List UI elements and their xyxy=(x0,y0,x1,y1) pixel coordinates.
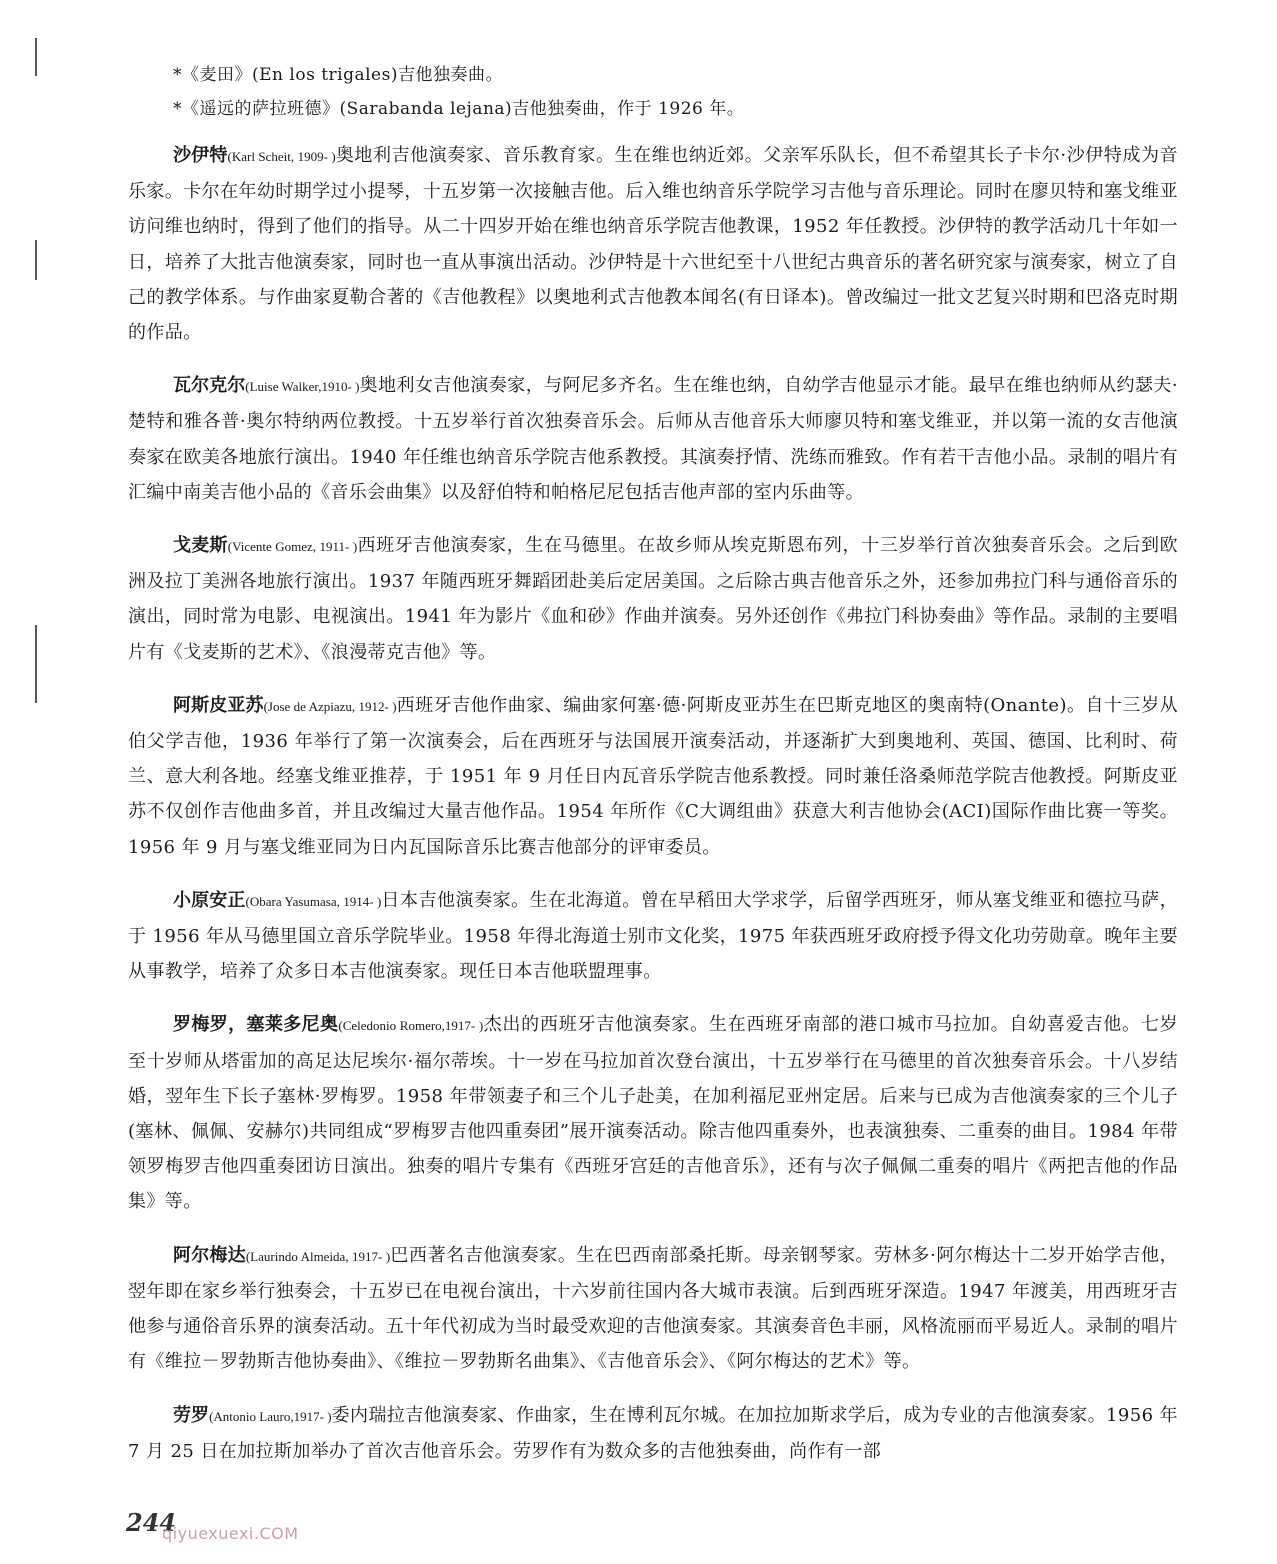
entry-name: 沙伊特 xyxy=(173,145,228,166)
biography-entry xyxy=(128,1398,1178,1469)
entry-name: 瓦尔克尔 xyxy=(173,375,246,397)
entry-life: (Celedonio Romero,1917- ) xyxy=(338,1018,484,1034)
biography-entry xyxy=(128,688,1178,865)
entry-life: (Luise Walker,1910- ) xyxy=(245,379,360,395)
work-item: *《遥远的萨拉班德》(Sarabanda lejana)吉他独奏曲，作于 1926 年。 xyxy=(173,99,745,119)
biography-entry xyxy=(128,1007,1178,1219)
entry-life: (Obara Yasumasa, 1914- ) xyxy=(245,893,382,909)
watermark-text: qiyuexuexi.COM xyxy=(162,1524,299,1543)
entry-name: 戈麦斯 xyxy=(173,535,228,557)
page-body xyxy=(128,58,1178,1487)
margin-line-low xyxy=(35,625,37,703)
biography-entry xyxy=(128,883,1178,990)
entry-name: 劳罗 xyxy=(173,1404,210,1426)
entry-text: 日本吉他演奏家。生在北海道。曾在早稻田大学求学，后留学西班牙，师从塞戈维亚和德拉马萨，于 1956 年从马德里国立音乐学院毕业。1958 年得北海道士别市文化奖，1975 年获西班牙政府授予得文化功劳勋章。晚年主要从事教学，培养了众多日本吉他演奏家。现任日本吉他联盟理事。 xyxy=(128,889,1179,983)
entry-text: 西班牙吉他作曲家、编曲家何塞·德·阿斯皮亚苏生在巴斯克地区的奥南特(Onante)。自十三岁从伯父学吉他，1936 年举行了第一次演奏会，后在西班牙与法国展开演奏活动，并逐渐扩大到奥地利、英国、德国、比利时、荷兰、意大利各地。经塞戈维亚推荐，于 1951 年 9 月任日内瓦音乐学院吉他系教授。同时兼任洛桑师范学院吉他教授。阿斯皮亚苏不仅创作吉他曲多首，并且改编过大量吉他作品。1954 年所作《C大调组曲》获意大利吉他协会(ACI)国际作曲比赛一等奖。1956 年 9 月与塞戈维亚同为日内瓦国际音乐比赛吉他部分的评审委员。 xyxy=(128,694,1178,858)
entry-text: 委内瑞拉吉他演奏家、作曲家，生在博利瓦尔城。在加拉加斯求学后，成为专业的吉他演奏家。1956 年 7 月 25 日在加拉斯加举办了首次吉他音乐会。劳罗作有为数众多的吉他独奏曲，尚作有一部 xyxy=(128,1404,1178,1462)
entry-life: (Jose de Azpiazu, 1912- ) xyxy=(263,698,397,714)
entry-name: 罗梅罗，塞莱多尼奥 xyxy=(173,1014,339,1036)
entry-name: 阿尔梅达 xyxy=(173,1244,246,1266)
entry-life: (Karl Scheit, 1909- ) xyxy=(227,149,336,164)
entry-text: 西班牙吉他演奏家，生在马德里。在故乡师从埃克斯恩布列，十三岁举行首次独奏音乐会。之后到欧洲及拉丁美洲各地旅行演出。1937 年随西班牙舞蹈团赴美后定居美国。之后除古典吉他音乐之外，还参加弗拉门科与通俗音乐的演出，同时常为电影、电视演出。1941 年为影片《血和砂》作曲并演奏。另外还创作《弗拉门科协奏曲》等作品。录制的主要唱片有《戈麦斯的艺术》、《浪漫蒂克吉他》等。 xyxy=(128,535,1178,663)
margin-line-mid xyxy=(35,240,37,280)
entry-life: (Vicente Gomez, 1911- ) xyxy=(227,539,358,555)
entry-text: 杰出的西班牙吉他演奏家。生在西班牙南部的港口城市马拉加。自幼喜爱吉他。七岁至十岁师从塔雷加的高足达尼埃尔·福尔蒂埃。十一岁在马拉加首次登台演出，十五岁举行在马德里的首次独奏音乐会。十八岁结婚，翌年生下长子塞林·罗梅罗。1958 年带领妻子和三个儿子赴美，在加利福尼亚州定居。后来与已成为吉他演奏家的三个儿子(塞林、佩佩、安赫尔)共同组成“罗梅罗吉他四重奏团”展开演奏活动。除吉他四重奏外，也表演独奏、二重奏的曲目。1984 年带领罗梅罗吉他四重奏团访日演出。独奏的唱片专集有《西班牙宫廷的吉他音乐》，还有与次子佩佩二重奏的唱片《两把吉他的作品集》等。 xyxy=(128,1014,1178,1213)
margin-line-top xyxy=(35,38,37,76)
entry-text: 奥地利吉他演奏家、音乐教育家。生在维也纳近郊。父亲军乐队长，但不希望其长子卡尔·沙伊特成为音乐家。卡尔在年幼时期学过小提琴，十五岁第一次接触吉他。后入维也纳音乐学院学习吉他与音乐理论。同时在廖贝特和塞戈维亚访问维也纳时，得到了他们的指导。从二十四岁开始在维也纳音乐学院吉他教课，1952 年任教授。沙伊特的教学活动几十年如一日，培养了大批吉他演奏家，同时也一直从事演出活动。沙伊特是十六世纪至十八世纪古典音乐的著名研究家与演奏家，树立了自己的教学体系。与作曲家夏勒合著的《吉他教程》以奥地利式吉他教本闻名(有日译本)。曾改编过一批文艺复兴时期和巴洛克时期的作品。 xyxy=(128,145,1178,344)
entry-name: 阿斯皮亚苏 xyxy=(173,694,264,716)
entry-text: 奥地利女吉他演奏家，与阿尼多齐名。生在维也纳，自幼学吉他显示才能。最早在维也纳师从约瑟夫·楚特和雅各普·奥尔特纳两位教授。十五岁举行首次独奏音乐会。后师从吉他音乐大师廖贝特和塞戈维亚，并以第一流的女吉他演奏家在欧美各地旅行演出。1940 年任维也纳音乐学院吉他系教授。其演奏抒情、洗练而雅致。作有若干吉他小品。录制的唱片有汇编中南美吉他小品的《音乐会曲集》以及舒伯特和帕格尼尼包括吉他声部的室内乐曲等。 xyxy=(128,375,1179,503)
biography-entry xyxy=(128,368,1178,510)
entry-text: 巴西著名吉他演奏家。生在巴西南部桑托斯。母亲钢琴家。劳林多·阿尔梅达十二岁开始学吉他，翌年即在家乡举行独奏会，十五岁已在电视台演出，十六岁前往国内各大城市表演。后到西班牙深造。1947 年渡美，用西班牙吉他参与通俗音乐界的演奏活动。五十年代初成为当时最受欢迎的吉他演奏家。其演奏音色丰丽，风格流丽而平易近人。录制的唱片有《维拉－罗勃斯吉他协奏曲》、《维拉－罗勃斯名曲集》、《吉他音乐会》、《阿尔梅达的艺术》等。 xyxy=(128,1244,1179,1373)
biography-entry xyxy=(128,1238,1178,1380)
biography-entry xyxy=(128,528,1178,670)
work-item: *《麦田》(En los trigales)吉他独奏曲。 xyxy=(173,65,503,85)
page-number: 244 xyxy=(126,1508,177,1537)
biography-entry xyxy=(128,138,1178,350)
entry-name: 小原安正 xyxy=(173,889,246,911)
entry-life: (Antonio Lauro,1917- ) xyxy=(209,1408,332,1424)
entry-life: (Laurindo Almeida, 1917- ) xyxy=(245,1248,391,1264)
